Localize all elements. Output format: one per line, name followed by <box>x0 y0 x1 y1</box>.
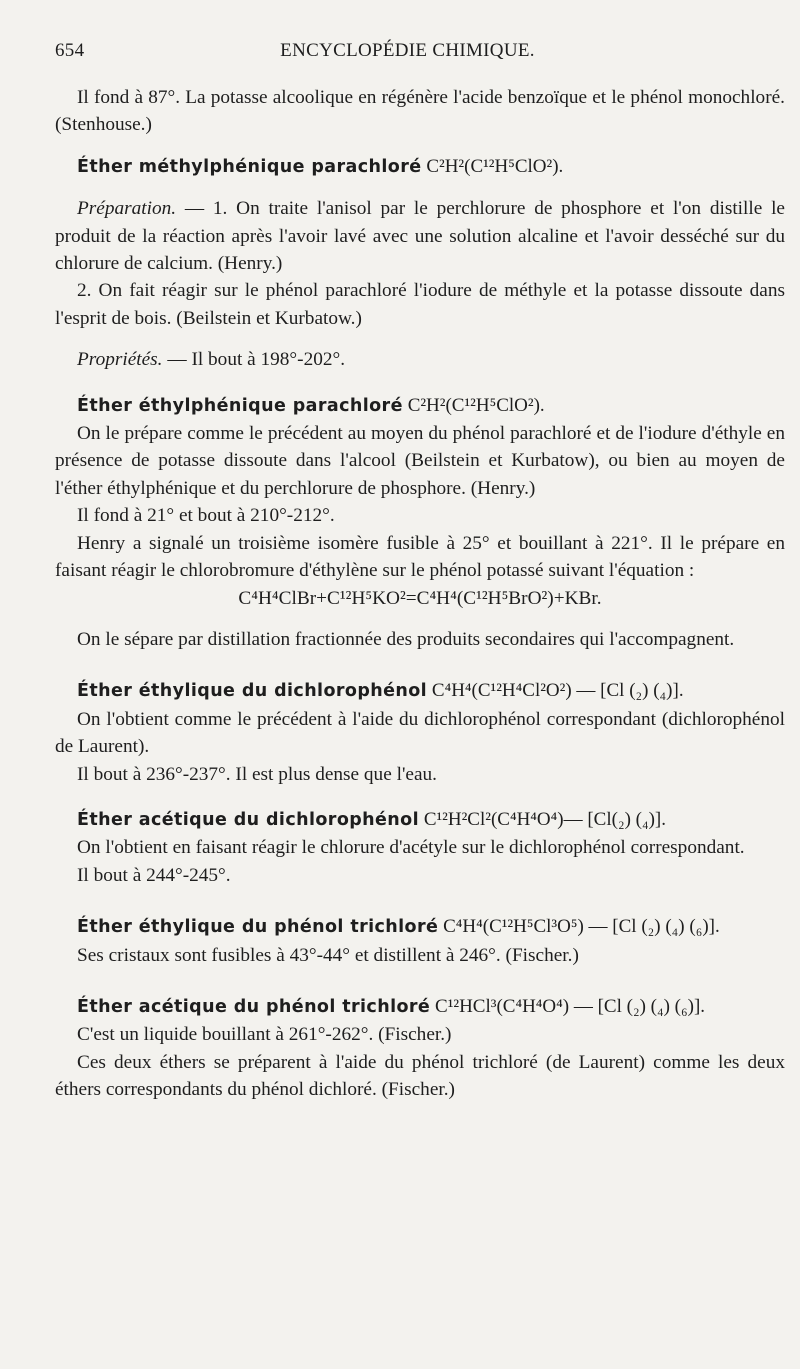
paragraph: Il fond à 21° et bout à 210°-212°. <box>77 505 335 527</box>
section-formula: C¹²HCl³(C⁴H⁴O⁴) — [Cl (₂) (₄) (₆)]. <box>435 995 706 1017</box>
section-heading <box>55 392 785 420</box>
paragraph: C'est un liquide bouillant à 261°-262°. (Fischer.) <box>77 1024 452 1046</box>
paragraph: Ces deux éthers se préparent à l'aide du phénol trichloré (de Laurent) comme les deux éthers correspondants du phénol dichloré. (Fischer.) <box>55 1051 785 1101</box>
page-body <box>55 84 785 1104</box>
section-formula: C²H²(C¹²H⁵ClO²). <box>426 155 564 177</box>
page-header <box>55 40 760 70</box>
section-title: Éther acétique du dichlorophénol <box>77 809 419 830</box>
section-formula: C¹²H²Cl²(C⁴H⁴O⁴)— [Cl(₂) (₄)]. <box>423 808 666 830</box>
section-formula: C²H²(C¹²H⁵ClO²). <box>407 394 545 416</box>
paragraph: Ses cristaux sont fusibles à 43°-44° et distillent à 246°. (Fischer.) <box>77 944 579 966</box>
preparation-paragraph <box>55 195 785 277</box>
paragraph: On le sépare par distillation fractionnée des produits secondaires qui l'accompagnent. <box>77 628 735 650</box>
section-title: Éther acétique du phénol trichloré <box>77 996 431 1017</box>
paragraph: Henry a signalé un troisième isomère fusible à 25° et bouillant à 221°. Il le prépare en faisant réagir le chlorobromure d'éthylène sur le phénol potassé suivant l'équation : <box>55 532 785 582</box>
paragraph: Il bout à 244°-245°. <box>77 864 231 886</box>
paragraph: On l'obtient en faisant réagir le chlorure d'acétyle sur le dichlorophénol correspondant. <box>77 837 745 859</box>
page-number: 654 <box>55 40 85 61</box>
section-formula: C⁴H⁴(C¹²H⁵Cl³O⁵) — [Cl (₂) (₄) (₆)]. <box>443 916 720 938</box>
properties-paragraph <box>55 346 785 373</box>
section-heading <box>55 153 785 181</box>
section-heading <box>55 806 785 834</box>
section-formula: C⁴H⁴(C¹²H⁴Cl²O²) — [Cl (₂) (₄)]. <box>431 680 684 702</box>
preparation-text: — 1. On traite l'anisol par le perchlorure de phosphore et l'on distille le produit de la réaction après l'avoir lavé avec une solution alcaline et l'avoir desséché sur du chlorure de calcium. (Henry.) <box>55 198 785 275</box>
paragraph: 2. On fait réagir sur le phénol parachloré l'iodure de méthyle et la potasse dissoute dans l'esprit de bois. (Beilstein et Kurbatow.) <box>55 280 785 329</box>
intro-paragraph: Il fond à 87°. La potasse alcoolique en régénère l'acide benzoïque et le phénol monochloré. (Stenhouse.) <box>55 87 785 136</box>
section-title: Éther méthylphénique parachloré <box>77 156 422 177</box>
section-heading <box>55 677 785 705</box>
section-heading <box>55 913 785 941</box>
paragraph: On le prépare comme le précédent au moyen du phénol parachloré et de l'iodure d'éthyle en présence de potasse dissoute dans l'alcool (Beilstein et Kurbatow), ou bien au moyen de l'éther éthylphénique et du perchlorure de phosphore. (Henry.) <box>55 423 785 499</box>
section-title: Éther éthylique du phénol trichloré <box>77 917 439 938</box>
paragraph: Il bout à 236°-237°. Il est plus dense que l'eau. <box>77 763 437 785</box>
section-heading <box>55 993 785 1021</box>
preparation-label: Préparation. <box>77 198 177 220</box>
properties-text: — Il bout à 198°-202°. <box>162 349 346 371</box>
equation: C⁴H⁴ClBr+C¹²H⁵KO²=C⁴H⁴(C¹²H⁵BrO²)+KBr. <box>238 587 602 609</box>
section-title: Éther éthylique du dichlorophénol <box>77 681 428 702</box>
paragraph: On l'obtient comme le précédent à l'aide du dichlorophénol correspondant (dichlorophénol de Laurent). <box>55 708 785 758</box>
properties-label: Propriétés. <box>77 349 163 371</box>
running-title: ENCYCLOPÉDIE CHIMIQUE. <box>280 40 535 61</box>
section-title: Éther éthylphénique parachloré <box>77 395 403 416</box>
